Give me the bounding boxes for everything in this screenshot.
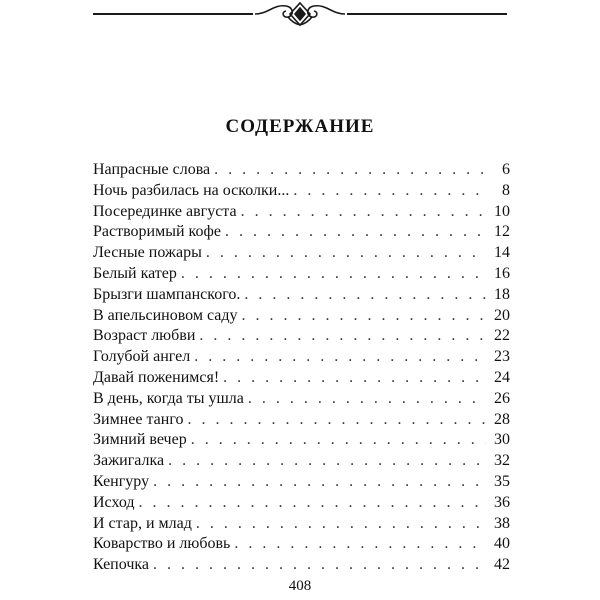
toc-entry-title: В день, когда ты ушла — [93, 389, 244, 407]
toc-leader-dots — [244, 285, 486, 306]
toc-leader-dots — [153, 555, 486, 576]
toc-entry — [93, 160, 510, 181]
toc-entry — [93, 514, 510, 535]
toc-entry — [93, 555, 510, 576]
page-number: 408 — [288, 578, 312, 594]
toc-leader-dots — [223, 368, 486, 389]
toc-entry-title: Кенгуру — [93, 472, 150, 490]
toc-entry-page: 38 — [494, 514, 510, 532]
toc-entry — [93, 326, 510, 347]
page-title: СОДЕРЖАНИЕ — [225, 116, 375, 137]
toc-entry-page: 40 — [494, 535, 510, 553]
toc-entry-title: Напрасные слова — [93, 161, 211, 178]
ornament-rule-left — [93, 13, 253, 15]
toc-entry — [93, 264, 510, 285]
toc-entry-page: 22 — [494, 327, 510, 345]
toc-entry-title: Посерединке августа — [93, 202, 237, 220]
toc-leader-dots — [214, 160, 486, 181]
table-of-contents — [93, 160, 510, 576]
toc-entry-title: Давай поженимся! — [93, 368, 220, 386]
toc-entry-title: Исход — [93, 493, 135, 511]
toc-entry — [93, 534, 510, 555]
toc-entry-page: 35 — [494, 472, 510, 490]
toc-entry-page: 6 — [502, 161, 510, 178]
toc-leader-dots — [206, 243, 486, 264]
toc-leader-dots — [194, 347, 486, 368]
toc-entry — [93, 181, 510, 202]
toc-entry — [93, 243, 510, 264]
toc-leader-dots — [187, 410, 486, 431]
toc-entry-title: Зимний вечер — [93, 431, 187, 449]
toc-entry-page: 20 — [494, 306, 510, 324]
toc-leader-dots — [139, 493, 486, 514]
toc-entry — [93, 389, 510, 410]
toc-entry-title: Коварство и любовь — [93, 535, 231, 553]
toc-entry — [93, 306, 510, 327]
toc-entry-page: 18 — [494, 285, 510, 303]
toc-entry-page: 24 — [494, 368, 510, 386]
toc-leader-dots — [153, 472, 486, 493]
toc-entry — [93, 222, 510, 243]
toc-leader-dots — [293, 181, 486, 202]
toc-leader-dots — [199, 326, 486, 347]
toc-entry — [93, 410, 510, 431]
toc-entry-page: 10 — [494, 202, 510, 220]
toc-entry-title: Белый катер — [93, 264, 177, 282]
toc-leader-dots — [242, 306, 486, 327]
toc-entry-page: 28 — [494, 410, 510, 428]
toc-entry-page: 30 — [494, 431, 510, 449]
toc-leader-dots — [248, 389, 486, 410]
toc-entry-page: 32 — [494, 452, 510, 470]
toc-leader-dots — [196, 514, 486, 535]
toc-entry-page: 42 — [494, 556, 510, 574]
ornament-rule-right — [347, 13, 507, 15]
toc-entry-title: И стар, и млад — [93, 514, 192, 532]
toc-entry-title: Голубой ангел — [93, 348, 191, 366]
toc-entry — [93, 451, 510, 472]
toc-entry-page: 8 — [502, 181, 510, 199]
toc-entry-title: Кепочка — [93, 556, 149, 574]
ornament-flourish-icon — [250, 0, 350, 30]
toc-leader-dots — [168, 451, 486, 472]
toc-entry-title: Растворимый кофе — [93, 223, 221, 241]
toc-leader-dots — [241, 202, 486, 223]
toc-entry-page: 12 — [494, 223, 510, 241]
toc-entry — [93, 202, 510, 223]
toc-entry-title: Зажигалка — [93, 452, 165, 470]
toc-entry — [93, 472, 510, 493]
toc-leader-dots — [234, 534, 486, 555]
toc-entry-page: 36 — [494, 493, 510, 511]
toc-entry-page: 26 — [494, 389, 510, 407]
toc-entry-title: Ночь разбилась на осколки... — [93, 181, 290, 199]
toc-entry — [93, 493, 510, 514]
toc-entry — [93, 285, 510, 306]
toc-leader-dots — [181, 264, 486, 285]
toc-entry-title: Возраст любви — [93, 327, 196, 345]
toc-leader-dots — [225, 222, 486, 243]
toc-entry-page: 23 — [494, 348, 510, 366]
toc-leader-dots — [191, 430, 486, 451]
toc-entry-title: В апельсиновом саду — [93, 306, 238, 324]
toc-entry-title: Брызги шампанского. — [93, 285, 241, 303]
toc-entry-page: 14 — [494, 244, 510, 262]
toc-entry — [93, 347, 510, 368]
toc-entry-page: 16 — [494, 264, 510, 282]
toc-entry — [93, 368, 510, 389]
toc-entry — [93, 430, 510, 451]
toc-entry-title: Зимнее танго — [93, 410, 184, 428]
toc-entry-title: Лесные пожары — [93, 244, 202, 262]
